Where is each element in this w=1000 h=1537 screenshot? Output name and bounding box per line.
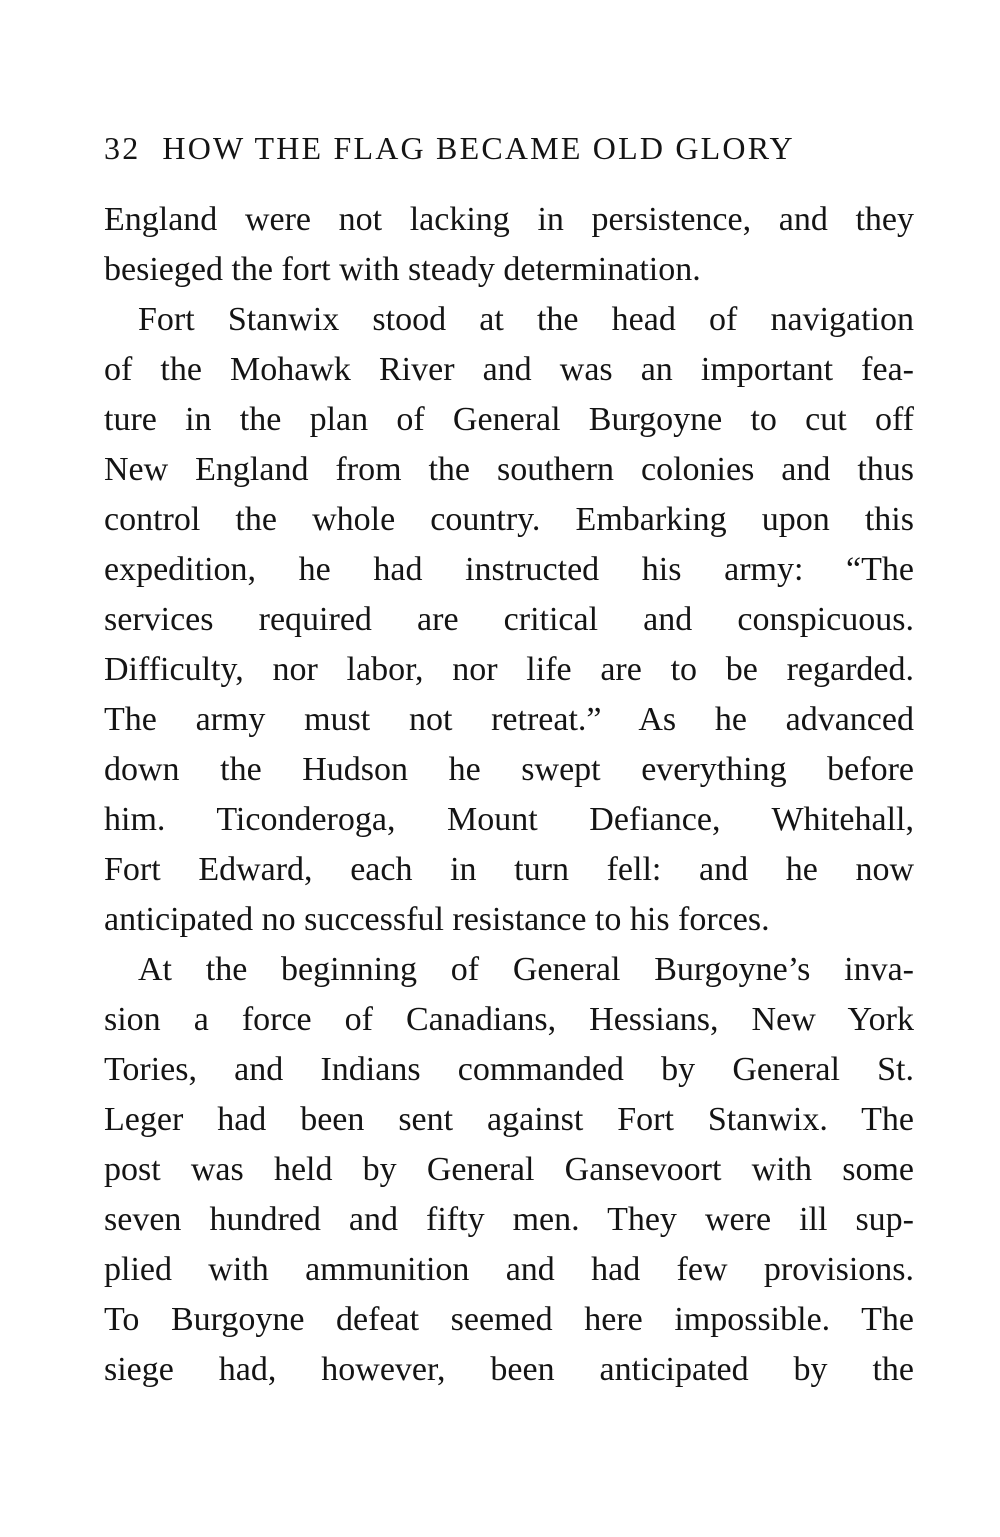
text-line: besieged the fort with steady determination.	[104, 251, 701, 288]
text-line: To Burgoyne defeat seemed here impossible. The	[104, 1301, 914, 1338]
text-line: England were not lacking in persistence, and they	[104, 201, 914, 238]
text-line: Difficulty, nor labor, nor life are to be regarded.	[104, 651, 914, 688]
text-line: control the whole country. Embarking upon this	[104, 501, 914, 538]
text-line: ture in the plan of General Burgoyne to cut off	[104, 401, 914, 438]
text-line: seven hundred and fifty men. They were ill sup-	[104, 1201, 914, 1238]
text-line: siege had, however, been anticipated by the	[104, 1351, 914, 1388]
text-line: Fort Edward, each in turn fell: and he now	[104, 851, 914, 888]
text-line: The army must not retreat.” As he advanced	[104, 701, 914, 738]
text-line: of the Mohawk River and was an important fea-	[104, 351, 914, 388]
text-line: Fort Stanwix stood at the head of navigation	[138, 301, 914, 338]
text-line: New England from the southern colonies and thus	[104, 451, 914, 488]
text-line: plied with ammunition and had few provisions.	[104, 1251, 914, 1288]
body-text	[104, 195, 914, 1395]
text-line: services required are critical and conspicuous.	[104, 601, 914, 638]
running-head	[104, 124, 914, 172]
text-line: post was held by General Gansevoort with some	[104, 1151, 914, 1188]
text-line: him. Ticonderoga, Mount Defiance, Whitehall,	[104, 801, 914, 838]
text-line: At the beginning of General Burgoyne’s inva-	[138, 951, 914, 988]
running-title: HOW THE FLAG BECAME OLD GLORY	[162, 130, 795, 166]
text-line: expedition, he had instructed his army: “The	[104, 551, 914, 588]
text-line: down the Hudson he swept everything before	[104, 751, 914, 788]
page-number: 32	[104, 130, 141, 166]
text-line: sion a force of Canadians, Hessians, New York	[104, 1001, 914, 1038]
text-line: Leger had been sent against Fort Stanwix. The	[104, 1101, 914, 1138]
text-line: anticipated no successful resistance to his forces.	[104, 901, 770, 938]
text-line: Tories, and Indians commanded by General St.	[104, 1051, 914, 1088]
